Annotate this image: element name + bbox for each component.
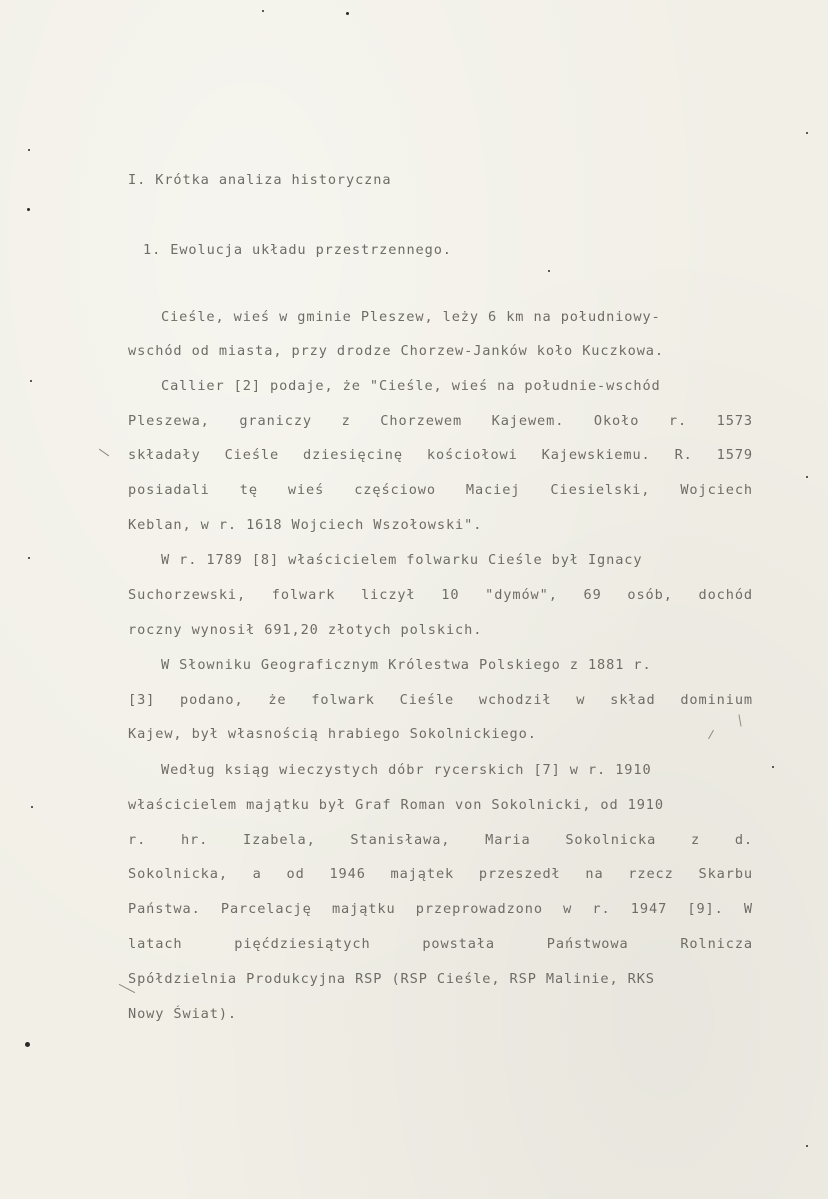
scan-speck [548,270,550,272]
scan-mark [708,730,714,739]
body-line-4: Pleszewa, graniczy z Chorzewem Kajewem. Około r. 1573 [128,413,753,429]
body-line-17: Sokolnicka, a od 1946 majątek przeszedł na rzecz Skarbu [128,866,753,882]
scan-speck [772,766,774,768]
scan-speck [806,476,808,478]
body-line-6: posiadali tę wieś częściowo Maciej Ciesielski, Wojciech [128,482,753,498]
scan-speck [346,12,349,15]
body-line-11: W Słowniku Geograficznym Królestwa Polskiego z 1881 r. [161,657,652,673]
body-line-13: Kajew, był własnością hrabiego Sokolnickiego. [128,726,537,742]
body-line-8: W r. 1789 [8] właścicielem folwarku Cieśle był Ignacy [161,552,643,568]
body-line-21: Nowy Świat). [128,1006,238,1022]
body-line-12: [3] podano, że folwark Cieśle wchodził w skład dominium [128,692,753,708]
scan-mark [738,715,741,727]
scan-speck [806,1145,808,1147]
scan-speck [806,132,808,134]
body-line-10: roczny wynosił 691,20 złotych polskich. [128,622,483,638]
body-line-3: Callier [2] podaje, że "Cieśle, wieś na południe-wschód [161,378,661,394]
scan-speck [30,380,32,382]
body-line-18: Państwa. Parcelację majątku przeprowadzono w r. 1947 [9]. W [128,901,753,917]
body-line-9: Suchorzewski, folwark liczył 10 "dymów", 69 osób, dochód [128,587,753,603]
subsection-heading: 1. Ewolucja układu przestrzennego. [143,242,452,258]
section-heading: I. Krótka analiza historyczna [128,172,392,188]
body-line-7: Keblan, w r. 1618 Wojciech Wszołowski". [128,517,483,533]
body-line-19: latach pięćdziesiątych powstała Państwowa Rolnicza [128,936,753,952]
body-line-2: wschód od miasta, przy drodze Chorzew-Janków koło Kuczkowa. [128,343,664,359]
scan-speck [28,557,30,559]
scan-speck [28,149,30,151]
body-line-16: r. hr. Izabela, Stanisława, Maria Sokolnicka z d. [128,832,753,848]
scan-speck [25,1042,30,1047]
scan-mark [99,449,109,457]
scan-speck [27,208,30,211]
scan-speck [262,10,264,12]
body-line-1: Cieśle, wieś w gminie Pleszew, leży 6 km na południowy- [161,309,661,325]
body-line-15: właścicielem majątku był Graf Roman von Sokolnicki, od 1910 [128,797,664,813]
scan-speck [31,806,33,808]
body-line-5: składały Cieśle dziesięcinę kościołowi Kajewskiemu. R. 1579 [128,447,753,463]
body-line-20: Spółdzielnia Produkcyjna RSP (RSP Cieśle, RSP Malinie, RKS [128,971,655,987]
body-line-14: Według ksiąg wieczystych dóbr rycerskich [7] w r. 1910 [161,762,652,778]
